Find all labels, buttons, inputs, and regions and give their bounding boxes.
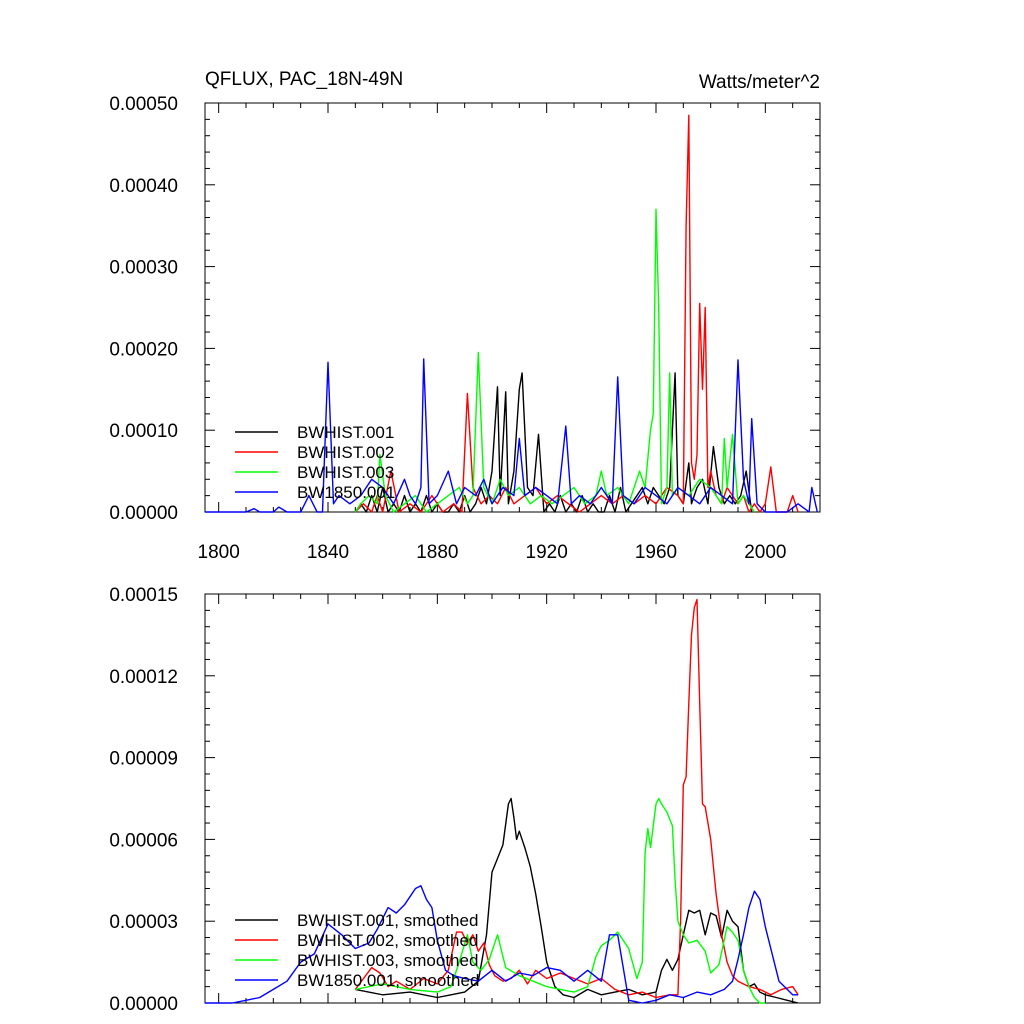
y-tick-label: 0.00012 (109, 666, 178, 688)
legend-label: BWHIST.003 (297, 463, 395, 482)
bottom-panel (109, 585, 820, 1015)
legend-label: BWHIST.001, smoothed (297, 911, 479, 930)
legend-label: BWHIST.001 (297, 423, 395, 442)
x-tick-label: 1840 (306, 542, 350, 563)
y-tick-label: 0.00040 (109, 175, 178, 197)
legend-label: BW1850.001 (297, 483, 396, 502)
x-tick-label: 2000 (744, 542, 787, 563)
legend-label: BWHIST.003, smoothed (297, 951, 479, 970)
chart-title: QFLUX, PAC_18N-49N (205, 69, 404, 90)
x-tick-label: 1920 (525, 542, 568, 563)
top-panel (109, 94, 820, 563)
x-tick-label: 1800 (197, 542, 240, 563)
y-tick-label: 0.00003 (109, 912, 178, 934)
x-tick-label: 1960 (634, 542, 678, 563)
legend-label: BW1850.001, smoothed (297, 971, 480, 990)
y-tick-label: 0.00009 (109, 748, 178, 770)
series-line (355, 209, 754, 512)
series-line (205, 886, 798, 1003)
legend-label: BWHIST.002, smoothed (297, 931, 479, 950)
units-label: Watts/meter^2 (698, 72, 820, 93)
y-tick-label: 0.00050 (109, 94, 178, 115)
x-tick-label: 1880 (416, 542, 459, 563)
y-tick-label: 0.00015 (109, 585, 178, 606)
y-tick-label: 0.00000 (109, 994, 178, 1015)
y-tick-label: 0.00010 (109, 421, 178, 443)
y-tick-label: 0.00030 (109, 257, 178, 279)
y-tick-label: 0.00000 (109, 503, 178, 524)
y-tick-label: 0.00020 (109, 339, 178, 361)
y-tick-label: 0.00006 (109, 830, 178, 852)
legend-label: BWHIST.002 (297, 443, 395, 462)
